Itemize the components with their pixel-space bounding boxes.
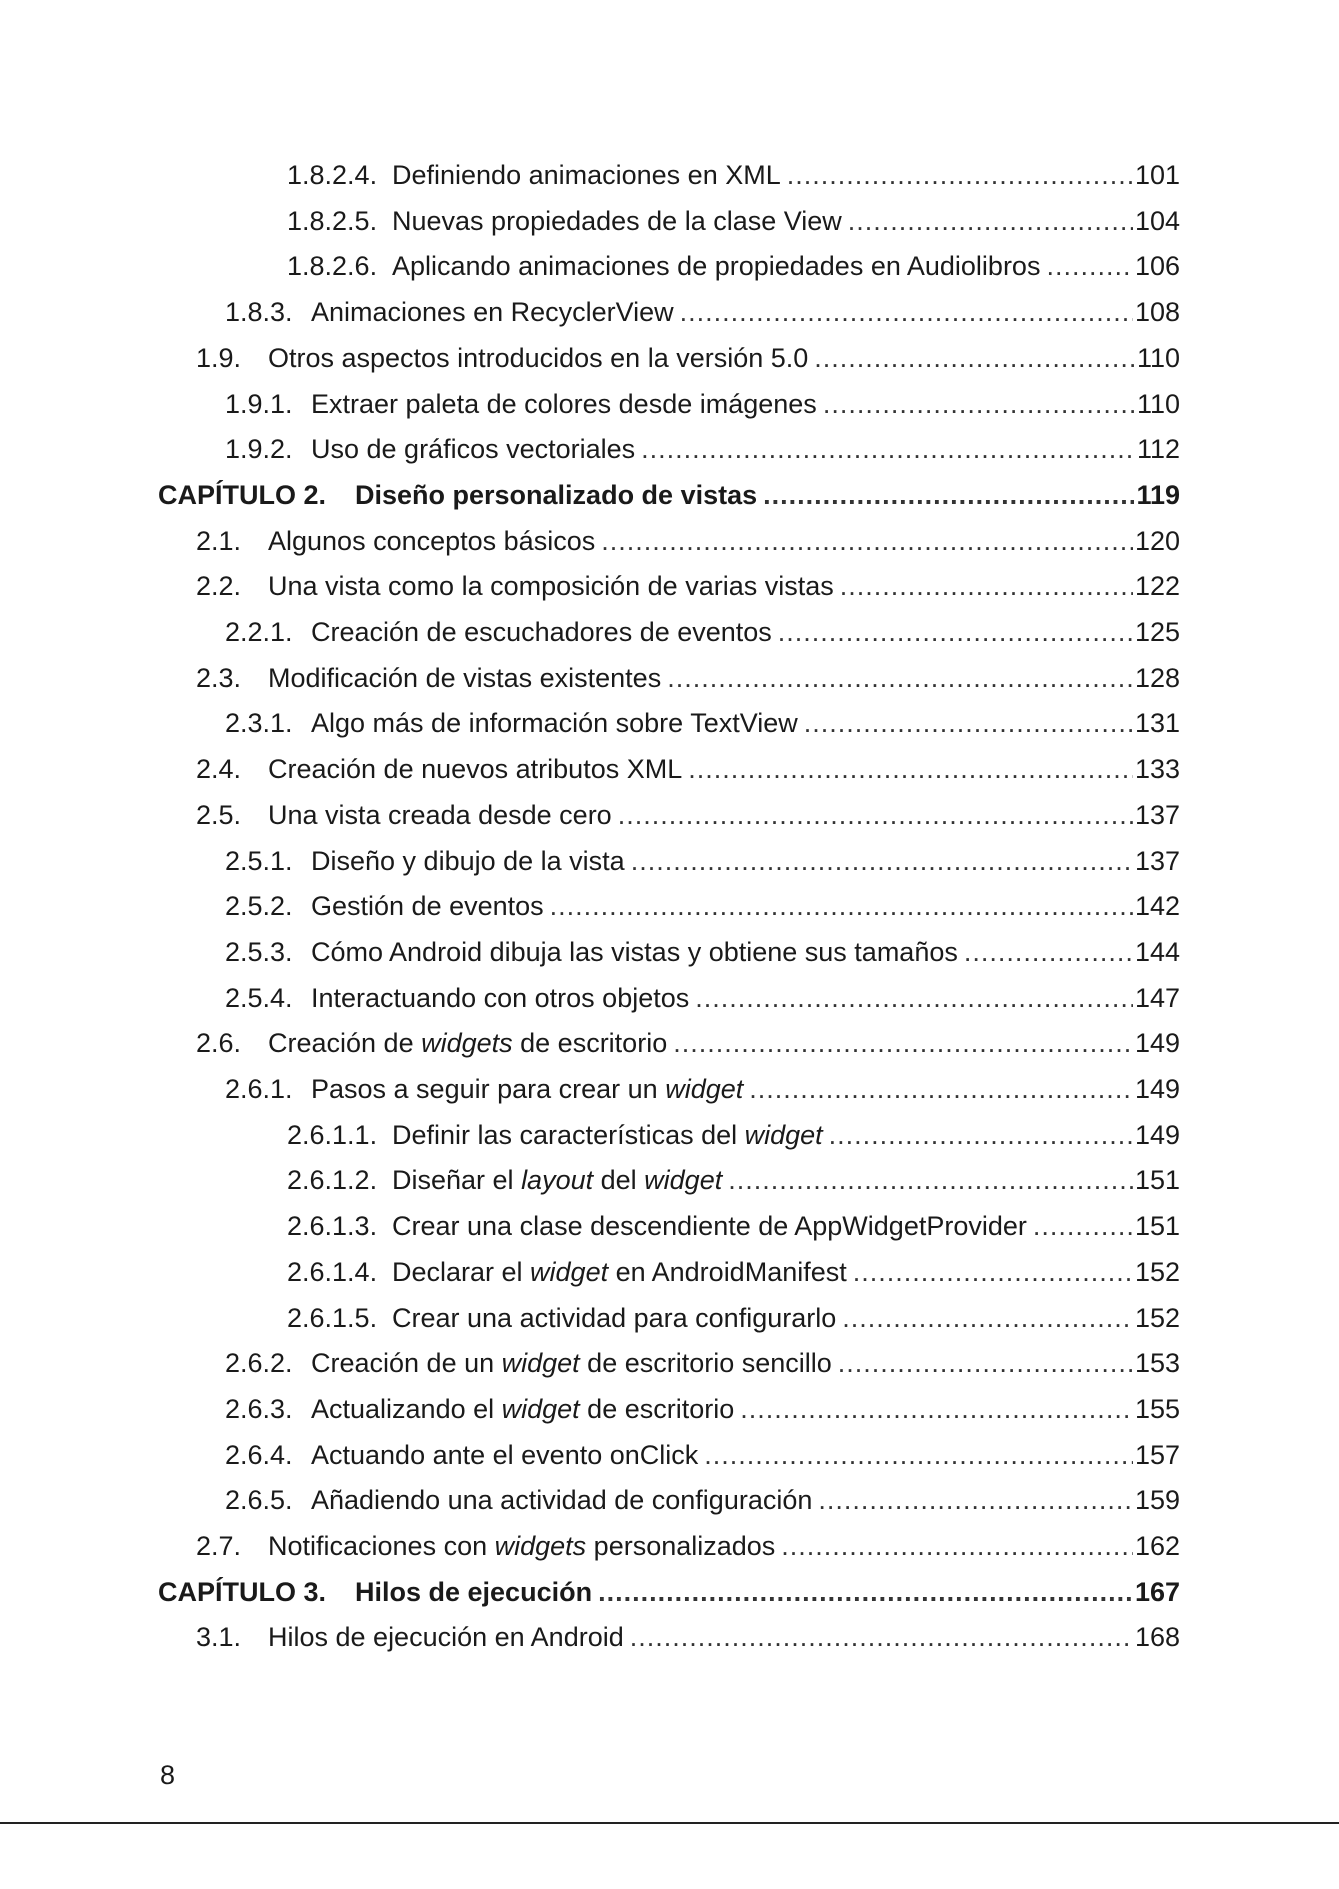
dot-leader <box>840 563 1133 609</box>
toc-entry-page: 104 <box>1134 205 1180 236</box>
dot-leader <box>814 335 1135 381</box>
dot-leader <box>804 700 1133 746</box>
dot-leader <box>853 1249 1133 1295</box>
toc-entry-page: 167 <box>1134 1576 1180 1607</box>
toc-entry-title: Algo más de información sobre TextView <box>311 708 798 739</box>
dot-leader <box>778 609 1133 655</box>
toc-entry-page: 120 <box>1134 525 1180 556</box>
toc-entry-number: 2.2.1. <box>225 617 293 647</box>
toc-entry-page: 131 <box>1134 708 1180 739</box>
toc-entry[interactable] <box>287 1203 1180 1249</box>
dot-leader <box>550 883 1133 929</box>
toc-entry-title: Algunos conceptos básicos <box>268 525 596 556</box>
toc-entry-number: 2.2. <box>196 571 242 602</box>
toc-entry-number: 1.9.2. <box>225 434 293 465</box>
toc-entry-number: 2.6.1.5. <box>287 1302 378 1333</box>
toc-entry-title: Creación de un widget de escritorio sencillo <box>311 1348 832 1379</box>
toc-entry-page: 149 <box>1134 1074 1180 1104</box>
toc-entry[interactable] <box>287 1295 1180 1341</box>
dot-leader <box>763 472 1134 518</box>
toc-entry[interactable] <box>196 335 1180 381</box>
toc-entry-title: Hilos de ejecución <box>355 1576 593 1607</box>
toc-entry-number: 3.1. <box>196 1622 242 1653</box>
dot-leader <box>818 1477 1133 1523</box>
toc-entry-page: 137 <box>1134 799 1180 830</box>
toc-entry-title: Añadiendo una actividad de configuración <box>311 1485 813 1516</box>
toc-entry-page: 142 <box>1134 891 1180 922</box>
toc-entry-number: 2.5.1. <box>225 845 293 876</box>
toc-entry-number: 2.3.1. <box>225 708 293 739</box>
toc-entry[interactable] <box>225 426 1180 472</box>
toc-entry[interactable] <box>225 1477 1180 1523</box>
toc-entry-page: 151 <box>1134 1165 1180 1196</box>
toc-entry-page: 162 <box>1134 1531 1180 1561</box>
toc-entry[interactable] <box>196 655 1180 701</box>
toc-entry[interactable] <box>287 198 1180 244</box>
dot-leader <box>680 289 1133 335</box>
dot-leader <box>823 381 1135 427</box>
toc-entry-number: 2.5.3. <box>225 936 293 967</box>
toc-entry-number: 2.7. <box>196 1531 242 1561</box>
dot-leader <box>631 838 1133 884</box>
toc-entry-title: Aplicando animaciones de propiedades en Audiolibros <box>392 251 1041 282</box>
toc-entry[interactable] <box>287 1249 1180 1295</box>
toc-entry-number: 2.4. <box>196 754 242 785</box>
toc-entry-number: 2.6.4. <box>225 1439 293 1470</box>
toc-entry[interactable] <box>196 746 1180 792</box>
toc-entry-title: Interactuando con otros objetos <box>311 982 690 1013</box>
toc-entry-number: 1.8.3. <box>225 297 293 328</box>
toc-entry[interactable] <box>225 1386 1180 1432</box>
toc-entry[interactable] <box>196 1614 1180 1660</box>
toc-entry-number: 2.6.1.4. <box>287 1256 378 1287</box>
dot-leader <box>1046 243 1132 289</box>
toc-entry-title: Cómo Android dibuja las vistas y obtiene sus tamaños <box>311 936 958 967</box>
dot-leader <box>838 1340 1133 1386</box>
toc-entry[interactable] <box>196 563 1180 609</box>
toc-entry-number: 2.5. <box>196 799 242 830</box>
toc-entry-title: Gestión de eventos <box>311 891 544 922</box>
toc-entry-number: 2.5.2. <box>225 891 293 922</box>
toc-entry-title: Diseño personalizado de vistas <box>355 479 758 510</box>
toc-entry-number: 2.6.1.3. <box>287 1211 378 1242</box>
toc-entry-title: Crear una clase descendiente de AppWidgetProvider <box>392 1211 1027 1242</box>
toc-entry-page: 157 <box>1134 1439 1180 1470</box>
toc-entry-page: 159 <box>1134 1485 1180 1516</box>
dot-leader <box>842 1295 1133 1341</box>
toc-entry-page: 137 <box>1134 845 1180 876</box>
toc-entry-page: 122 <box>1134 571 1180 602</box>
dot-leader <box>601 518 1133 564</box>
toc-entry-page: 128 <box>1134 662 1180 693</box>
page-number: 8 <box>160 1760 176 1790</box>
toc-entry-page: 108 <box>1134 297 1180 328</box>
toc-entry[interactable] <box>225 1432 1180 1478</box>
toc-entry[interactable] <box>225 838 1180 884</box>
toc-entry[interactable] <box>225 700 1180 746</box>
toc-entry-title: Modificación de vistas existentes <box>268 662 662 693</box>
toc-entry-page: 110 <box>1136 342 1180 373</box>
dot-leader <box>598 1569 1133 1615</box>
toc-entry-title: Definiendo animaciones en XML <box>392 160 781 190</box>
toc-entry-page: 112 <box>1136 434 1180 465</box>
toc-entry-number: 2.6.2. <box>225 1348 293 1379</box>
toc-chapter-entry[interactable] <box>158 472 1180 518</box>
toc-entry-page: 125 <box>1134 617 1180 647</box>
toc-entry[interactable] <box>225 1066 1180 1112</box>
footer-rule <box>0 1822 1339 1824</box>
toc-entry-page: 101 <box>1134 160 1180 190</box>
toc-entry-page: 110 <box>1136 388 1180 419</box>
toc-entry-number: 1.8.2.4. <box>287 160 378 190</box>
dot-leader <box>1033 1203 1133 1249</box>
toc-entry-title: Declarar el widget en AndroidManifest <box>392 1256 847 1287</box>
toc-entry-page: 151 <box>1134 1211 1180 1242</box>
toc-entry-number: 2.6.1.2. <box>287 1165 378 1196</box>
toc-entry[interactable] <box>225 1340 1180 1386</box>
toc-entry-title: Una vista creada desde cero <box>268 799 612 830</box>
toc-chapter-entry[interactable] <box>158 1569 1180 1615</box>
toc-entry-title: Actualizando el widget de escritorio <box>311 1393 735 1424</box>
toc-entry-number: 2.6.3. <box>225 1393 293 1424</box>
toc-entry-page: 147 <box>1134 982 1180 1013</box>
toc-entry-page: 119 <box>1136 479 1180 510</box>
dot-leader <box>704 1432 1133 1478</box>
toc-entry-title: Nuevas propiedades de la clase View <box>392 205 842 236</box>
toc-entry[interactable] <box>287 1112 1180 1158</box>
toc-entry[interactable] <box>225 289 1180 335</box>
dot-leader <box>630 1614 1133 1660</box>
toc-entry[interactable] <box>196 1020 1180 1066</box>
toc-entry-title: Una vista como la composición de varias vistas <box>268 571 834 602</box>
dot-leader <box>749 1066 1133 1112</box>
toc-entry[interactable] <box>225 975 1180 1021</box>
toc-entry[interactable] <box>196 518 1180 564</box>
toc-entry-number: 2.5.4. <box>225 982 293 1013</box>
dot-leader <box>781 1523 1133 1569</box>
toc-entry-page: 152 <box>1134 1256 1180 1287</box>
dot-leader <box>740 1386 1133 1432</box>
toc-entry-title: Pasos a seguir para crear un widget <box>311 1074 744 1104</box>
dot-leader <box>673 1020 1133 1066</box>
toc-entry-page: 133 <box>1134 754 1180 785</box>
dot-leader <box>848 198 1133 244</box>
toc-entry-number: 2.6. <box>196 1028 242 1059</box>
toc-entry-title: Diseñar el layout del widget <box>392 1165 723 1196</box>
toc-entry-page: 168 <box>1134 1622 1180 1653</box>
toc-entry-number: 2.1. <box>196 525 242 556</box>
toc-entry[interactable] <box>287 243 1180 289</box>
toc-entry-page: 144 <box>1134 936 1180 967</box>
toc-entry[interactable] <box>225 609 1180 655</box>
toc-entry[interactable] <box>225 883 1180 929</box>
toc-entry-number: 1.8.2.6. <box>287 251 378 282</box>
toc-entry[interactable] <box>287 1157 1180 1203</box>
toc-entry-number: 2.3. <box>196 662 242 693</box>
toc-entry-page: 152 <box>1134 1302 1180 1333</box>
toc-entry-title: Actuando ante el evento onClick <box>311 1439 699 1470</box>
dot-leader <box>787 152 1133 198</box>
toc-entry-title: Creación de widgets de escritorio <box>268 1028 668 1059</box>
toc-entry-number: 1.9. <box>196 342 242 373</box>
toc-entry-title: Extraer paleta de colores desde imágenes <box>311 388 817 419</box>
dot-leader <box>688 746 1133 792</box>
toc-entry-page: 149 <box>1134 1028 1180 1059</box>
dot-leader <box>641 426 1135 472</box>
toc-entry-number: 1.9.1. <box>225 388 293 419</box>
toc-entry-title: Diseño y dibujo de la vista <box>311 845 625 876</box>
toc-entry-page: 106 <box>1134 251 1180 282</box>
toc-entry[interactable] <box>225 381 1180 427</box>
toc-entry-title: Otros aspectos introducidos en la versión 5.0 <box>268 342 809 373</box>
toc-entry-title: Definir las características del widget <box>392 1119 823 1150</box>
toc-entry[interactable] <box>225 929 1180 975</box>
toc-entry-title: Animaciones en RecyclerView <box>311 297 674 328</box>
toc-entry-title: Notificaciones con widgets personalizados <box>268 1531 776 1561</box>
toc-entry-page: 153 <box>1134 1348 1180 1379</box>
toc-entry-title: Uso de gráficos vectoriales <box>311 434 636 465</box>
toc-entry-number: 1.8.2.5. <box>287 205 378 236</box>
toc-entry-page: 149 <box>1134 1119 1180 1150</box>
toc-entry-title: Crear una actividad para configurarlo <box>392 1302 837 1333</box>
toc-entry[interactable] <box>287 152 1180 198</box>
toc-entry-title: Hilos de ejecución en Android <box>268 1622 624 1653</box>
dot-leader <box>667 655 1133 701</box>
toc-entry-page: 155 <box>1134 1393 1180 1424</box>
dot-leader <box>618 792 1133 838</box>
dot-leader <box>829 1112 1133 1158</box>
dot-leader <box>695 975 1133 1021</box>
toc-entry-number: CAPÍTULO 3. <box>158 1576 327 1607</box>
dot-leader <box>964 929 1133 975</box>
toc-entry-title: Creación de nuevos atributos XML <box>268 754 683 785</box>
toc-entry-number: 2.6.1.1. <box>287 1119 378 1150</box>
toc-entry-number: 2.6.1. <box>225 1074 293 1104</box>
toc-entry-number: 2.6.5. <box>225 1485 293 1516</box>
toc-entry-number: CAPÍTULO 2. <box>158 479 327 510</box>
toc-entry[interactable] <box>196 1523 1180 1569</box>
toc-entry-title: Creación de escuchadores de eventos <box>311 617 772 647</box>
dot-leader <box>728 1157 1133 1203</box>
toc-entry[interactable] <box>196 792 1180 838</box>
